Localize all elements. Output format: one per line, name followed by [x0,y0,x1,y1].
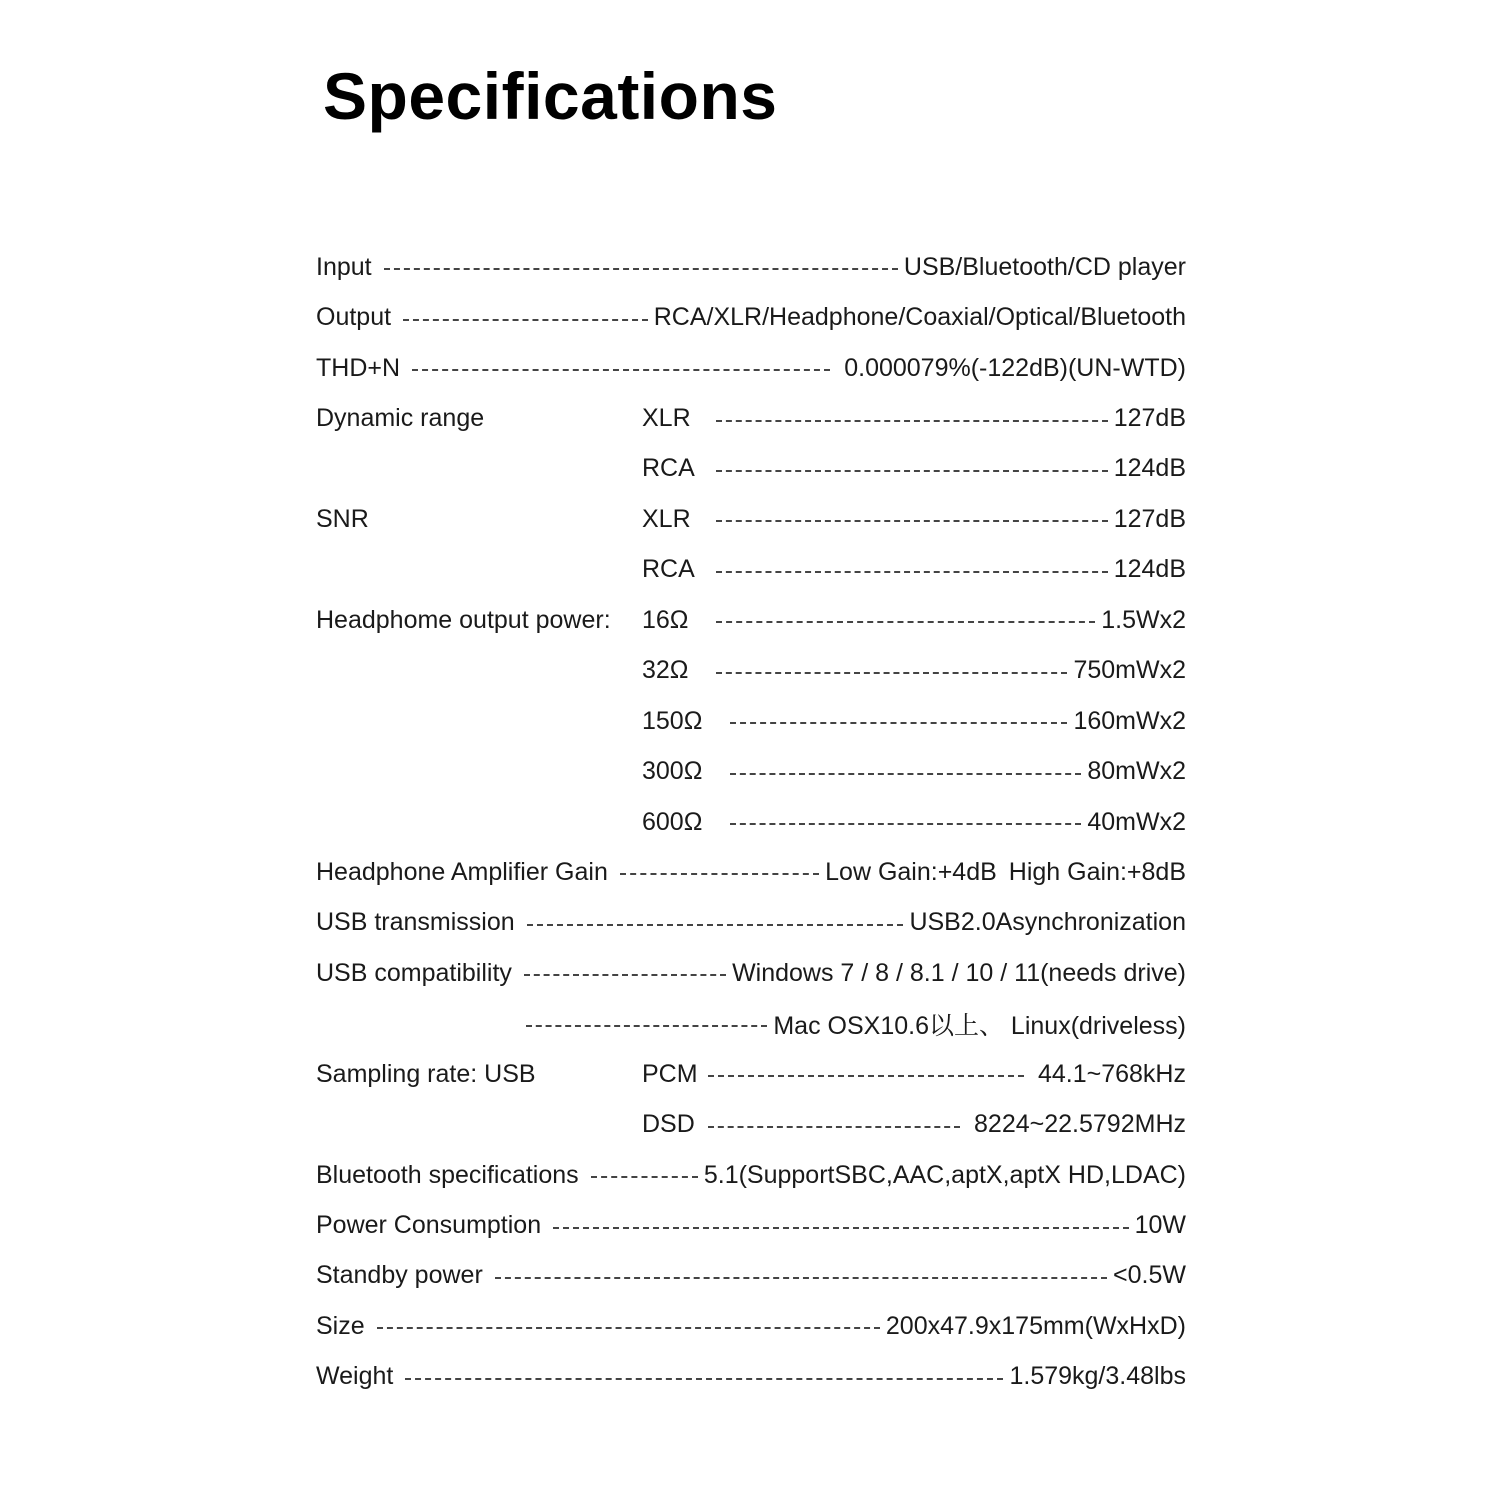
dotted-leader [495,1277,1107,1279]
page-title: Specifications [323,59,778,133]
spec-row-amp-gain [316,847,1186,897]
spec-label: Size [316,1311,365,1340]
spec-value: 200x47.9x175mm(WxHxD) [885,1311,1186,1340]
spec-value-low-gain: Low Gain:+4dB [825,857,997,886]
spec-row-input [316,242,1186,292]
spec-row-dynamic-range-xlr [316,393,1186,443]
spec-sublabel: 32Ω [642,656,689,685]
spec-value: 160mWx2 [1073,706,1186,735]
spec-value [825,858,1186,887]
spec-value: 1.5Wx2 [1101,605,1186,634]
spec-sublabel: DSD [642,1110,695,1139]
dotted-leader [708,1075,1024,1077]
spec-label: Sampling rate: USB [316,1059,536,1088]
spec-sublabel: 16Ω [642,605,689,634]
spec-sublabel: RCA [642,454,695,483]
spec-row-snr-rca [316,545,1186,595]
spec-list [316,242,1186,1402]
spec-row-usb-compatibility-2 [316,999,1186,1049]
dotted-leader [403,319,648,321]
dotted-leader [716,621,1095,623]
dotted-leader [716,470,1108,472]
spec-row-headphone-power-32 [316,646,1186,696]
spec-row-sampling-dsd [316,1099,1186,1149]
spec-label: Output [316,303,392,332]
spec-value: 1.579kg/3.48lbs [1009,1362,1186,1391]
spec-value: 124dB [1113,454,1186,483]
dotted-leader [716,520,1108,522]
dotted-leader [377,1327,880,1329]
spec-label: Headphone Amplifier Gain [316,857,608,886]
dotted-leader [527,924,904,926]
spec-value: 8224~22.5792MHz [974,1110,1186,1139]
spec-row-usb-compatibility [316,948,1186,998]
dotted-leader [716,672,1067,674]
spec-label: Standby power [316,1261,483,1290]
spec-value: USB/Bluetooth/CD player [903,252,1186,281]
spec-label: THD+N [316,353,401,382]
dotted-leader [730,722,1067,724]
spec-row-headphone-power-600 [316,797,1186,847]
spec-label: Headphome output power: [316,605,611,634]
spec-value: 750mWx2 [1073,656,1186,685]
spec-value: USB2.0Asynchronization [909,908,1186,937]
spec-sublabel: 300Ω [642,757,703,786]
spec-label: USB compatibility [316,958,512,987]
spec-row-output [316,292,1186,342]
spec-value: 5.1(SupportSBC,AAC,aptX,aptX HD,LDAC) [703,1160,1186,1189]
spec-row-snr-xlr [316,494,1186,544]
spec-value: RCA/XLR/Headphone/Coaxial/Optical/Bluetooth [653,303,1186,332]
spec-row-sampling-pcm [316,1049,1186,1099]
spec-row-headphone-power-150 [316,696,1186,746]
dotted-leader [716,571,1108,573]
spec-sublabel: XLR [642,404,691,433]
spec-row-usb-transmission [316,898,1186,948]
spec-label: SNR [316,504,369,533]
dotted-leader [591,1176,698,1178]
spec-row-bluetooth [316,1150,1186,1200]
spec-value: 0.000079%(-122dB)(UN-WTD) [844,353,1186,382]
spec-row-weight [316,1352,1186,1402]
spec-row-dynamic-range-rca [316,444,1186,494]
spec-sublabel: PCM [642,1059,698,1088]
spec-row-thdn [316,343,1186,393]
spec-sublabel: XLR [642,504,691,533]
spec-row-headphone-power-300 [316,746,1186,796]
spec-sublabel: 150Ω [642,706,703,735]
dotted-leader [524,974,726,976]
spec-row-power-consumption [316,1200,1186,1250]
spec-row-size [316,1301,1186,1351]
spec-sublabel: 600Ω [642,807,703,836]
dotted-leader [708,1126,960,1128]
dotted-leader [730,823,1081,825]
spec-sublabel: RCA [642,555,695,584]
spec-label: Dynamic range [316,404,485,433]
dotted-leader [716,420,1108,422]
dotted-leader [526,1025,767,1027]
spec-label: USB transmission [316,908,515,937]
spec-value: Mac OSX10.6以上、 Linux(driveless) [773,1011,1186,1040]
spec-value: 10W [1134,1211,1186,1240]
spec-value: 80mWx2 [1087,757,1186,786]
dotted-leader [620,873,819,875]
dotted-leader [553,1227,1128,1229]
spec-row-headphone-power-16 [316,595,1186,645]
dotted-leader [412,369,830,371]
spec-value: Windows 7 / 8 / 8.1 / 10 / 11(needs drive) [732,958,1186,987]
spec-value-high-gain: High Gain:+8dB [1008,857,1186,886]
dotted-leader [730,773,1081,775]
dotted-leader [405,1378,1003,1380]
spec-value: 40mWx2 [1087,807,1186,836]
spec-value: 44.1~768kHz [1037,1059,1186,1088]
spec-value: 124dB [1113,555,1186,584]
spec-value: 127dB [1113,404,1186,433]
spec-row-standby-power [316,1251,1186,1301]
spec-value: 127dB [1113,504,1186,533]
spec-label: Input [316,252,372,281]
spec-value: <0.5W [1113,1261,1186,1290]
spec-label: Weight [316,1362,394,1391]
spec-label: Bluetooth specifications [316,1160,579,1189]
dotted-leader [384,268,898,270]
spec-label: Power Consumption [316,1211,542,1240]
